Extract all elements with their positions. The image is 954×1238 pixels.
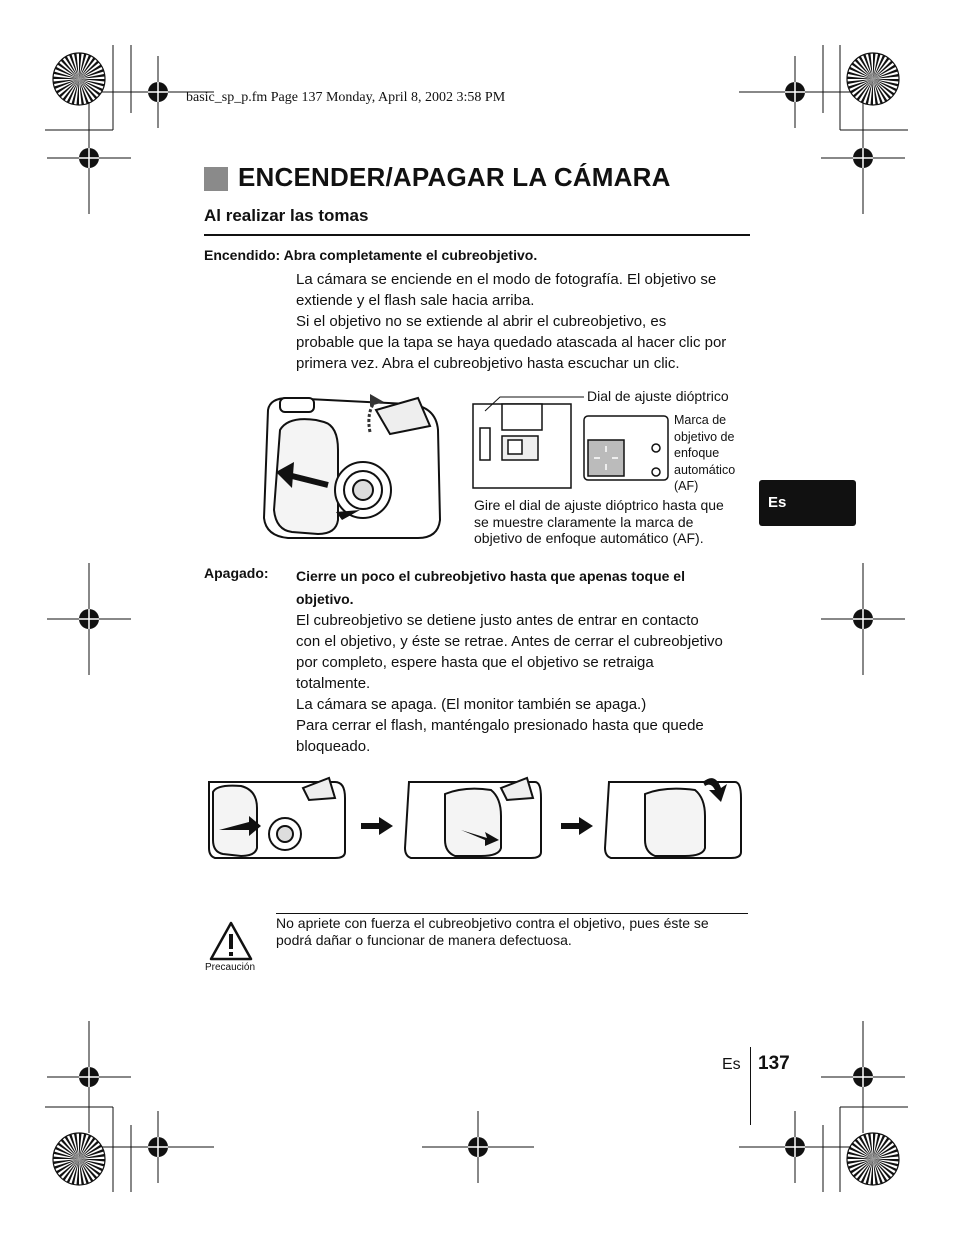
text-line: El cubreobjetivo se detiene justo antes de entrar en contacto (296, 612, 699, 629)
registration-crosshair (739, 1111, 851, 1183)
text-line: se muestre claramente la marca de (474, 513, 694, 530)
text-line: con el objetivo, y éste se retrae. Antes de cerrar el cubreobjetivo (296, 633, 723, 650)
text-line: Para cerrar el flash, manténgalo presionado hasta que quede (296, 717, 704, 734)
registration-crosshair (422, 1111, 534, 1183)
file-header: basic_sp_p.fm Page 137 Monday, April 8, 2002 3:58 PM (186, 90, 506, 105)
viewfinder-caption (474, 497, 724, 547)
caution-icon-label: Precaución (205, 962, 256, 973)
text-line: podrá dañar o funcionar de manera defectuosa. (276, 932, 572, 948)
registration-crosshair (821, 1021, 905, 1133)
registration-crosshair (47, 563, 131, 675)
subheading: Al realizar las tomas (204, 206, 369, 225)
text-line: Si el objetivo no se extiende al abrir el cubreobjetivo, es (296, 313, 667, 330)
text-line: objetivo de enfoque automático (AF). (474, 530, 704, 546)
power-off-text (296, 610, 723, 757)
footer-divider (750, 1047, 751, 1125)
registration-crosshair (821, 102, 905, 214)
footer-language: Es (722, 1056, 741, 1073)
text-line: Gire el dial de ajuste dióptrico hasta que (474, 497, 724, 513)
text-line: probable que la tapa se haya quedado atascada al hacer clic por (296, 334, 727, 351)
section-marker (204, 167, 228, 191)
registration-star (53, 53, 105, 105)
power-off-label: Apagado: (204, 565, 269, 581)
registration-star (847, 1133, 899, 1185)
power-on-label: Encendido: Abra completamente el cubreobjetivo. (204, 247, 538, 263)
text-line: objetivo de (674, 429, 735, 444)
registration-crosshair (47, 102, 131, 214)
language-tab (759, 480, 856, 526)
text-line: Marca de (674, 413, 727, 427)
af-mark-label (674, 412, 735, 495)
text-line: objetivo. (296, 591, 354, 607)
page-number: 137 (758, 1053, 790, 1074)
registration-star (847, 53, 899, 105)
registration-crosshair (739, 56, 851, 128)
text-line: Cierre un poco el cubreobjetivo hasta que apenas toque el (296, 568, 685, 584)
text-line: No apriete con fuerza el cubreobjetivo contra el objetivo, pues éste se (276, 915, 709, 931)
text-line: extiende y el flash sale hacia arriba. (296, 292, 535, 309)
registration-star (53, 1133, 105, 1185)
text-line: La cámara se enciende en el modo de fotografía. El objetivo se (296, 271, 717, 288)
text-line: enfoque (674, 446, 720, 460)
subheading-rule (204, 234, 750, 236)
text-line: totalmente. (296, 675, 371, 692)
caution-rule (276, 913, 748, 914)
viewfinder-illustration (472, 400, 672, 492)
text-line: bloqueado. (296, 738, 371, 755)
language-tab-label: Es (768, 494, 787, 511)
caution-text (276, 915, 709, 949)
camera-close-sequence (205, 768, 750, 863)
dial-label: Dial de ajuste dióptrico (587, 388, 729, 404)
text-line: por completo, espere hasta que el objetivo se retraiga (296, 654, 654, 671)
text-line: primera vez. Abra el cubreobjetivo hasta escuchar un clic. (296, 355, 680, 372)
power-off-instruction (296, 565, 685, 611)
registration-crosshair (102, 1111, 214, 1183)
registration-crosshair (47, 1021, 131, 1133)
dial-leader-line (480, 393, 590, 413)
registration-crosshair (821, 563, 905, 675)
caution-icon (208, 920, 254, 962)
text-line: (AF) (674, 479, 699, 493)
text-line: La cámara se apaga. (El monitor también se apaga.) (296, 696, 647, 713)
camera-open-illustration (258, 390, 448, 550)
power-on-text (296, 269, 726, 374)
text-line: automático (674, 462, 736, 477)
section-title: ENCENDER/APAGAR LA CÁMARA (238, 162, 671, 192)
